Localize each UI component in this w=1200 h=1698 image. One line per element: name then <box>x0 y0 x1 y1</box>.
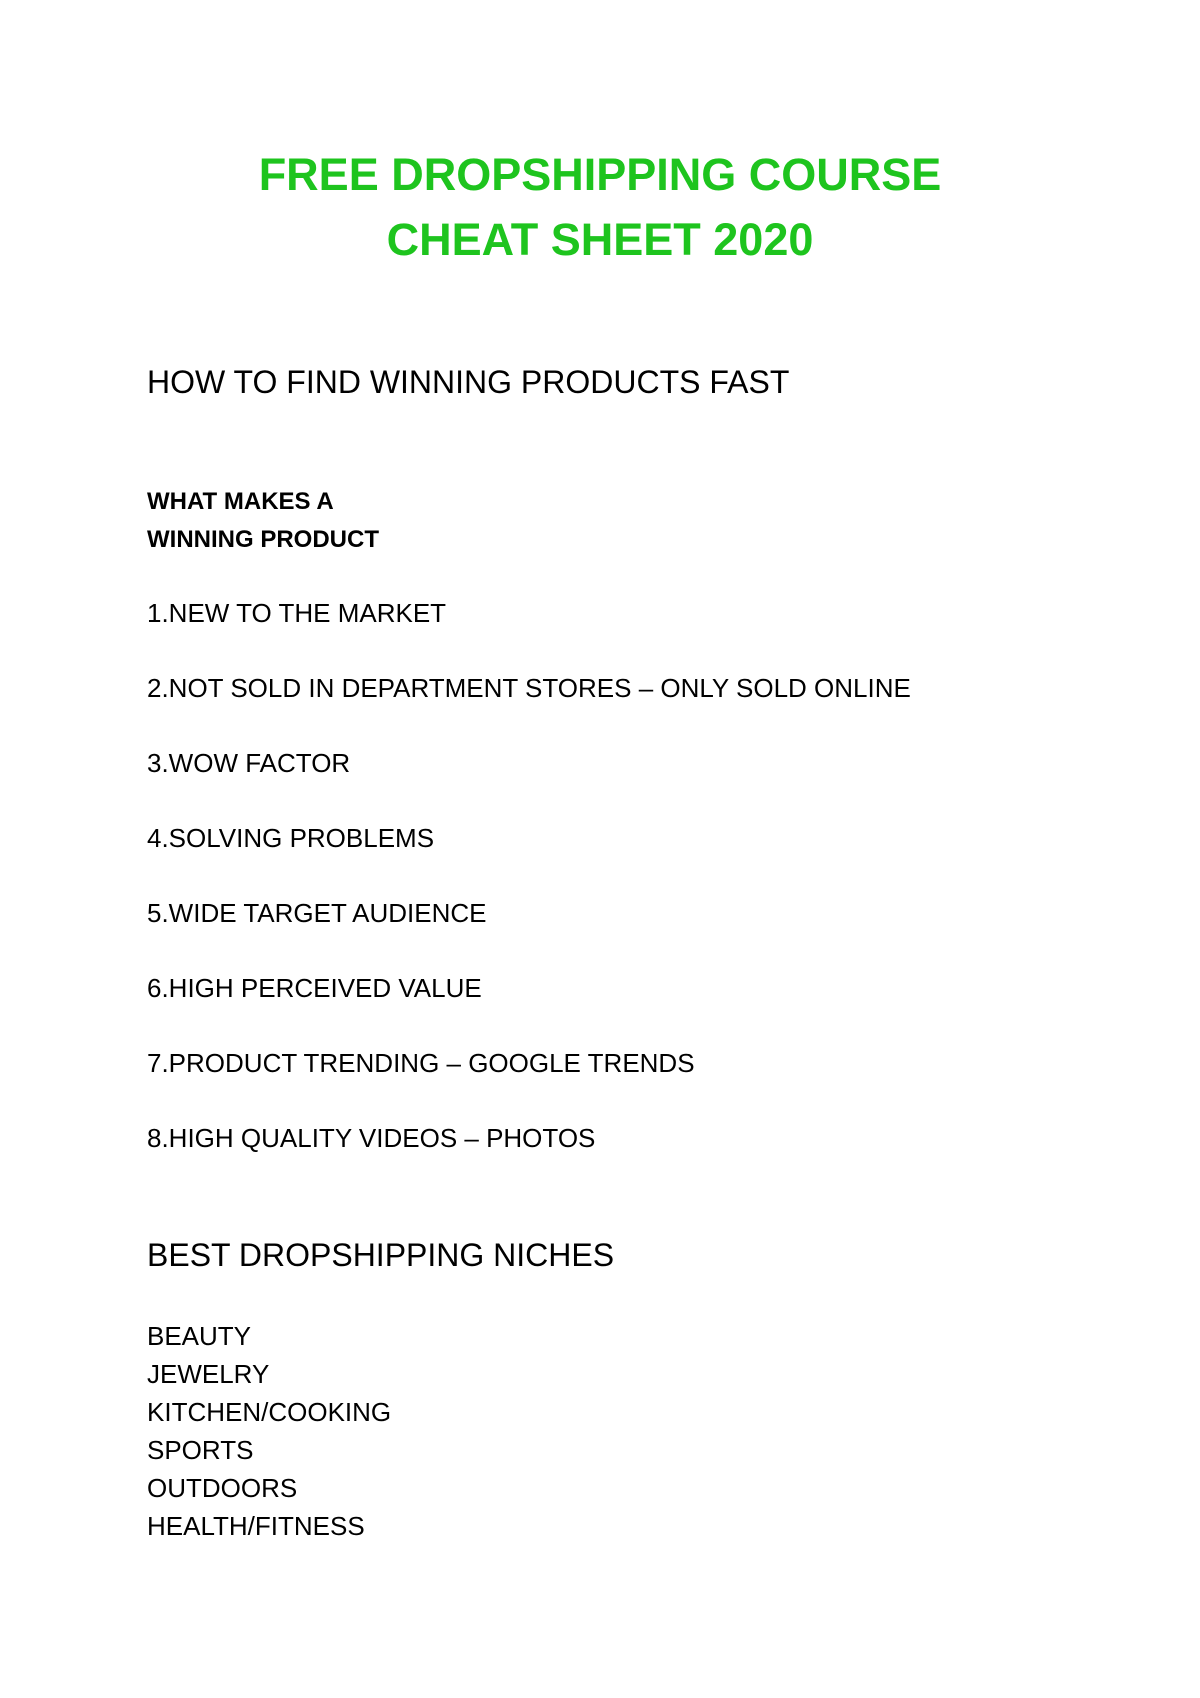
criteria-item: 1.NEW TO THE MARKET <box>147 598 447 628</box>
subheading-line-1: WHAT MAKES A <box>147 488 334 515</box>
niche-item: SPORTS <box>147 1435 254 1465</box>
criteria-item: 5.WIDE TARGET AUDIENCE <box>147 898 487 928</box>
winning-product-criteria-list <box>147 600 911 1200</box>
section-heading-winning-products: HOW TO FIND WINNING PRODUCTS FAST <box>147 364 790 400</box>
criteria-item: 6.HIGH PERCEIVED VALUE <box>147 973 482 1003</box>
criteria-item: 4.SOLVING PROBLEMS <box>147 823 435 853</box>
document-title-line-1: FREE DROPSHIPPING COURSE <box>258 149 942 200</box>
subheading-line-2: WINNING PRODUCT <box>147 526 379 553</box>
niche-item: KITCHEN/COOKING <box>147 1397 392 1427</box>
criteria-item: 3.WOW FACTOR <box>147 748 351 778</box>
niches-list <box>147 1323 391 1551</box>
criteria-item: 8.HIGH QUALITY VIDEOS – PHOTOS <box>147 1123 596 1153</box>
document-title-line-2: CHEAT SHEET 2020 <box>386 214 814 265</box>
section-heading-niches: BEST DROPSHIPPING NICHES <box>147 1237 615 1273</box>
criteria-item: 2.NOT SOLD IN DEPARTMENT STORES – ONLY SOLD ONLINE <box>147 673 911 703</box>
niche-item: JEWELRY <box>147 1359 270 1389</box>
niche-item: HEALTH/FITNESS <box>147 1511 365 1541</box>
niche-item: BEAUTY <box>147 1321 252 1351</box>
niche-item: OUTDOORS <box>147 1473 298 1503</box>
criteria-item: 7.PRODUCT TRENDING – GOOGLE TRENDS <box>147 1048 695 1078</box>
